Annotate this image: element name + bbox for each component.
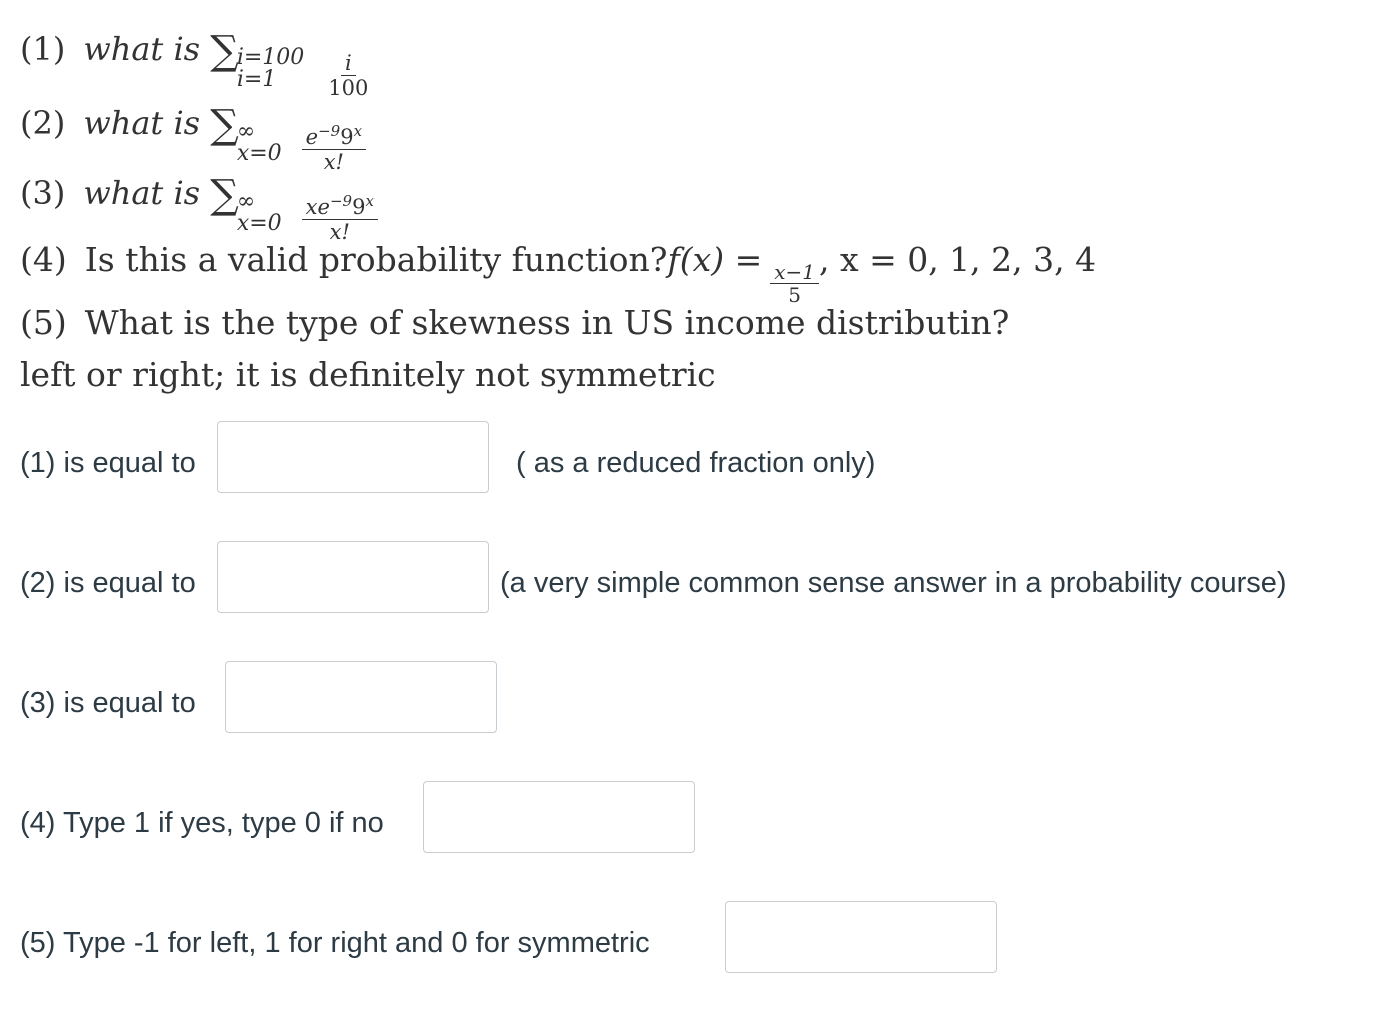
sigma-symbol: ∑	[210, 172, 239, 218]
sigma-symbol: ∑	[210, 28, 239, 74]
numerator-tail-exponent: x	[365, 192, 374, 210]
question-number: (2)	[20, 104, 66, 142]
question-prompt: what is	[83, 174, 201, 212]
question-number: (1)	[20, 30, 66, 68]
fraction-denominator: x!	[329, 220, 350, 244]
question-number: (4)	[20, 240, 67, 279]
question-1	[20, 28, 372, 100]
question-prompt: what is	[83, 104, 201, 142]
sum-upper-limit: ∞	[236, 189, 256, 214]
numerator-tail: 9	[340, 125, 354, 149]
fraction	[302, 189, 378, 244]
numerator-tail-exponent: x	[353, 122, 363, 140]
sum-lower-limit: i=1	[236, 67, 277, 92]
fraction-denominator: 5	[788, 283, 801, 307]
fraction-denominator: 100	[328, 76, 369, 100]
sum-upper-limit: i=100	[236, 45, 305, 70]
numerator-base: e	[305, 125, 319, 149]
function-domain: , x = 0, 1, 2, 3, 4	[818, 240, 1097, 279]
numerator-tail: 9	[352, 195, 366, 219]
sum-limits	[237, 121, 282, 165]
sum-lower-limit: x=0	[236, 141, 282, 166]
answer-2-hint: (a very simple common sense answer in a probability course)	[500, 567, 1287, 599]
answer-4-input[interactable]	[423, 781, 695, 853]
sum-upper-limit: ∞	[236, 119, 256, 144]
sum-lower-limit: x=0	[236, 211, 282, 236]
question-prompt: what is	[83, 30, 201, 68]
answer-3-label: (3) is equal to	[20, 687, 196, 719]
fraction-denominator: x!	[323, 150, 345, 174]
answer-1-hint: ( as a reduced fraction only)	[516, 447, 876, 479]
fraction-numerator	[302, 119, 366, 150]
numerator-exponent: −9	[329, 192, 353, 210]
answer-2-label: (2) is equal to	[20, 567, 196, 599]
answer-3-input[interactable]	[225, 661, 497, 733]
answer-1-label: (1) is equal to	[20, 447, 196, 479]
question-2	[20, 102, 366, 174]
fraction	[302, 119, 366, 174]
question-note: left or right; it is definitely not symmetric	[20, 355, 716, 394]
fraction	[770, 261, 819, 306]
question-number: (5)	[20, 303, 67, 342]
question-4	[20, 240, 1096, 306]
question-number: (3)	[20, 174, 66, 212]
sum-limits	[237, 47, 304, 91]
fraction-numerator: i	[341, 51, 356, 76]
numerator-exponent: −9	[318, 122, 341, 140]
sigma-symbol: ∑	[210, 102, 239, 148]
answer-1-input[interactable]	[217, 421, 489, 493]
answer-4-label: (4) Type 1 if yes, type 0 if no	[20, 807, 384, 839]
question-5	[20, 303, 1009, 342]
fraction-numerator: x−1	[770, 261, 819, 284]
question-3	[20, 172, 378, 244]
fraction-numerator	[302, 189, 378, 220]
question-text: What is the type of skewness in US income distributin?	[84, 303, 1010, 342]
answer-5-input[interactable]	[725, 901, 997, 973]
numerator-base: xe	[305, 195, 330, 219]
answer-2-input[interactable]	[217, 541, 489, 613]
fraction	[324, 51, 372, 100]
question-text: Is this a valid probability function?	[84, 240, 668, 279]
sum-limits	[237, 191, 282, 235]
answer-5-label: (5) Type -1 for left, 1 for right and 0 for symmetric	[20, 927, 650, 959]
function-notation: f(x) =	[667, 240, 763, 279]
